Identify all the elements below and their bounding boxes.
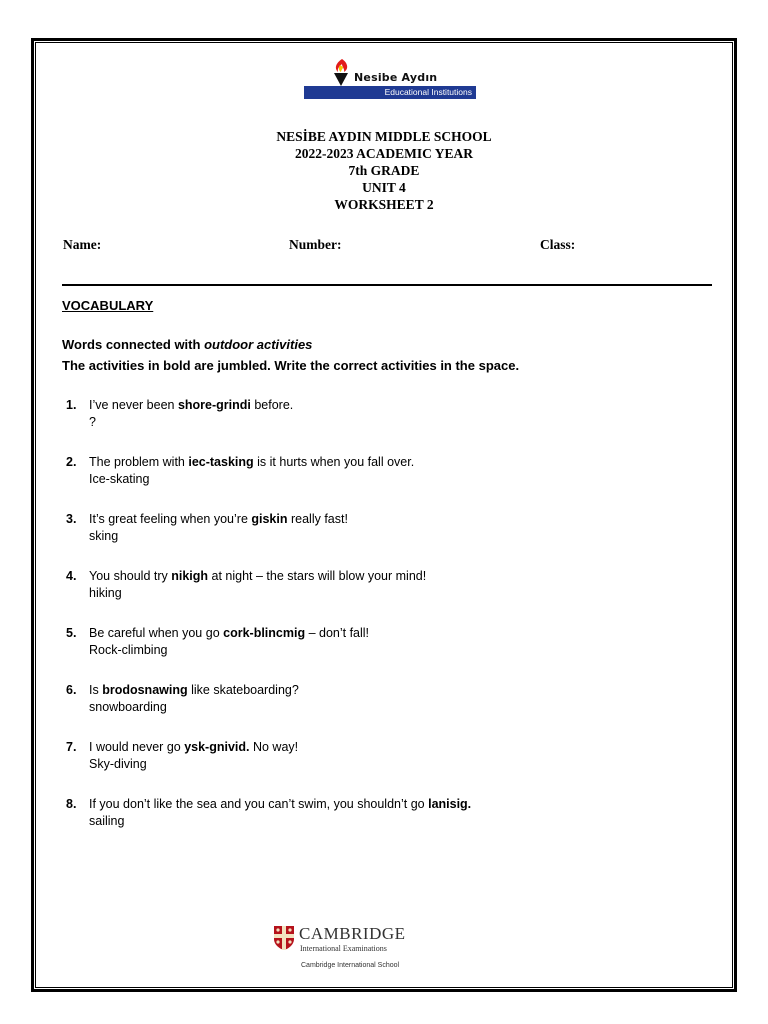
section-subtitle-prefix: Words connected with (62, 337, 205, 352)
question-number: 2. (66, 455, 77, 469)
sentence-before: The problem with (89, 455, 189, 469)
section-subtitle-topic: outdoor activities (204, 337, 313, 352)
answer-text: Ice-skating (89, 472, 150, 486)
sentence-before: I’ve never been (89, 398, 178, 412)
answer-text: Rock-climbing (89, 643, 168, 657)
jumbled-word: ysk-gnivid. (184, 740, 250, 754)
class-label: Class: (540, 237, 576, 252)
sentence-before: It’s great feeling when you’re (89, 512, 252, 526)
cambridge-name: CAMBRIDGE (299, 924, 406, 943)
jumbled-word: brodosnawing (102, 683, 188, 697)
jumbled-word: iec-tasking (188, 455, 254, 469)
number-label: Number: (289, 237, 342, 252)
question-sentence (89, 739, 298, 756)
academic-year: 2022-2023 ACADEMIC YEAR (295, 146, 473, 161)
question-number: 3. (66, 512, 77, 526)
grade: 7th GRADE (348, 163, 420, 178)
answer-text: sking (89, 529, 119, 543)
crest-icon (273, 925, 295, 951)
school-name: NESİBE AYDIN MIDDLE SCHOOL (276, 129, 492, 144)
question-number: 4. (66, 569, 77, 583)
answer-text: snowboarding (89, 700, 167, 714)
header-divider (62, 284, 712, 286)
logo-brand: Nesibe Aydın (354, 71, 438, 84)
jumbled-word: nikigh (171, 569, 209, 583)
sentence-before: Be careful when you go (89, 626, 224, 640)
sentence-after: at night – the stars will blow your mind! (208, 569, 427, 583)
question-sentence (89, 511, 348, 528)
answer-text: hiking (89, 586, 122, 600)
sentence-before: If you don’t like the sea and you can’t swim, you shouldn’t go (89, 797, 429, 811)
question-sentence (89, 682, 299, 699)
torch-icon (328, 57, 354, 87)
sentence-after: really fast! (287, 512, 348, 526)
sentence-after: before. (250, 398, 294, 412)
question-number: 8. (66, 797, 77, 811)
question-number: 6. (66, 683, 77, 697)
jumbled-word: cork-blincmig (223, 626, 306, 640)
section-title: VOCABULARY (62, 298, 154, 313)
question-sentence (89, 796, 471, 813)
jumbled-word: lanisig. (428, 797, 472, 811)
answer-text: Sky-diving (89, 757, 147, 771)
sentence-after: is it hurts when you fall over. (253, 455, 415, 469)
cambridge-logo (270, 922, 430, 976)
school-logo (304, 57, 476, 101)
worksheet-number: WORKSHEET 2 (334, 197, 434, 212)
jumbled-word: giskin (251, 512, 288, 526)
name-label: Name: (63, 237, 102, 252)
sentence-before: You should try (89, 569, 172, 583)
cambridge-school: Cambridge International School (301, 962, 400, 969)
unit: UNIT 4 (362, 180, 406, 195)
sentence-before: I would never go (89, 740, 185, 754)
logo-subtitle-bar: Educational Institutions (304, 86, 476, 99)
school-header (0, 128, 768, 213)
answer-text: sailing (89, 814, 125, 828)
question-number: 5. (66, 626, 77, 640)
sentence-after: No way! (249, 740, 299, 754)
sentence-before: Is (89, 683, 103, 697)
question-number: 7. (66, 740, 77, 754)
instruction: The activities in bold are jumbled. Write the correct activities in the space. (62, 358, 520, 373)
sentence-after: – don’t fall! (305, 626, 370, 640)
answer-text: ? (89, 415, 96, 429)
cambridge-subtitle: International Examinations (300, 944, 387, 953)
question-sentence (89, 568, 426, 585)
question-sentence (89, 454, 414, 471)
sentence-after: like skateboarding? (187, 683, 299, 697)
question-number: 1. (66, 398, 77, 412)
question-sentence (89, 397, 293, 414)
question-sentence (89, 625, 369, 642)
section-subtitle (62, 337, 312, 352)
jumbled-word: shore-grindi (177, 398, 251, 412)
